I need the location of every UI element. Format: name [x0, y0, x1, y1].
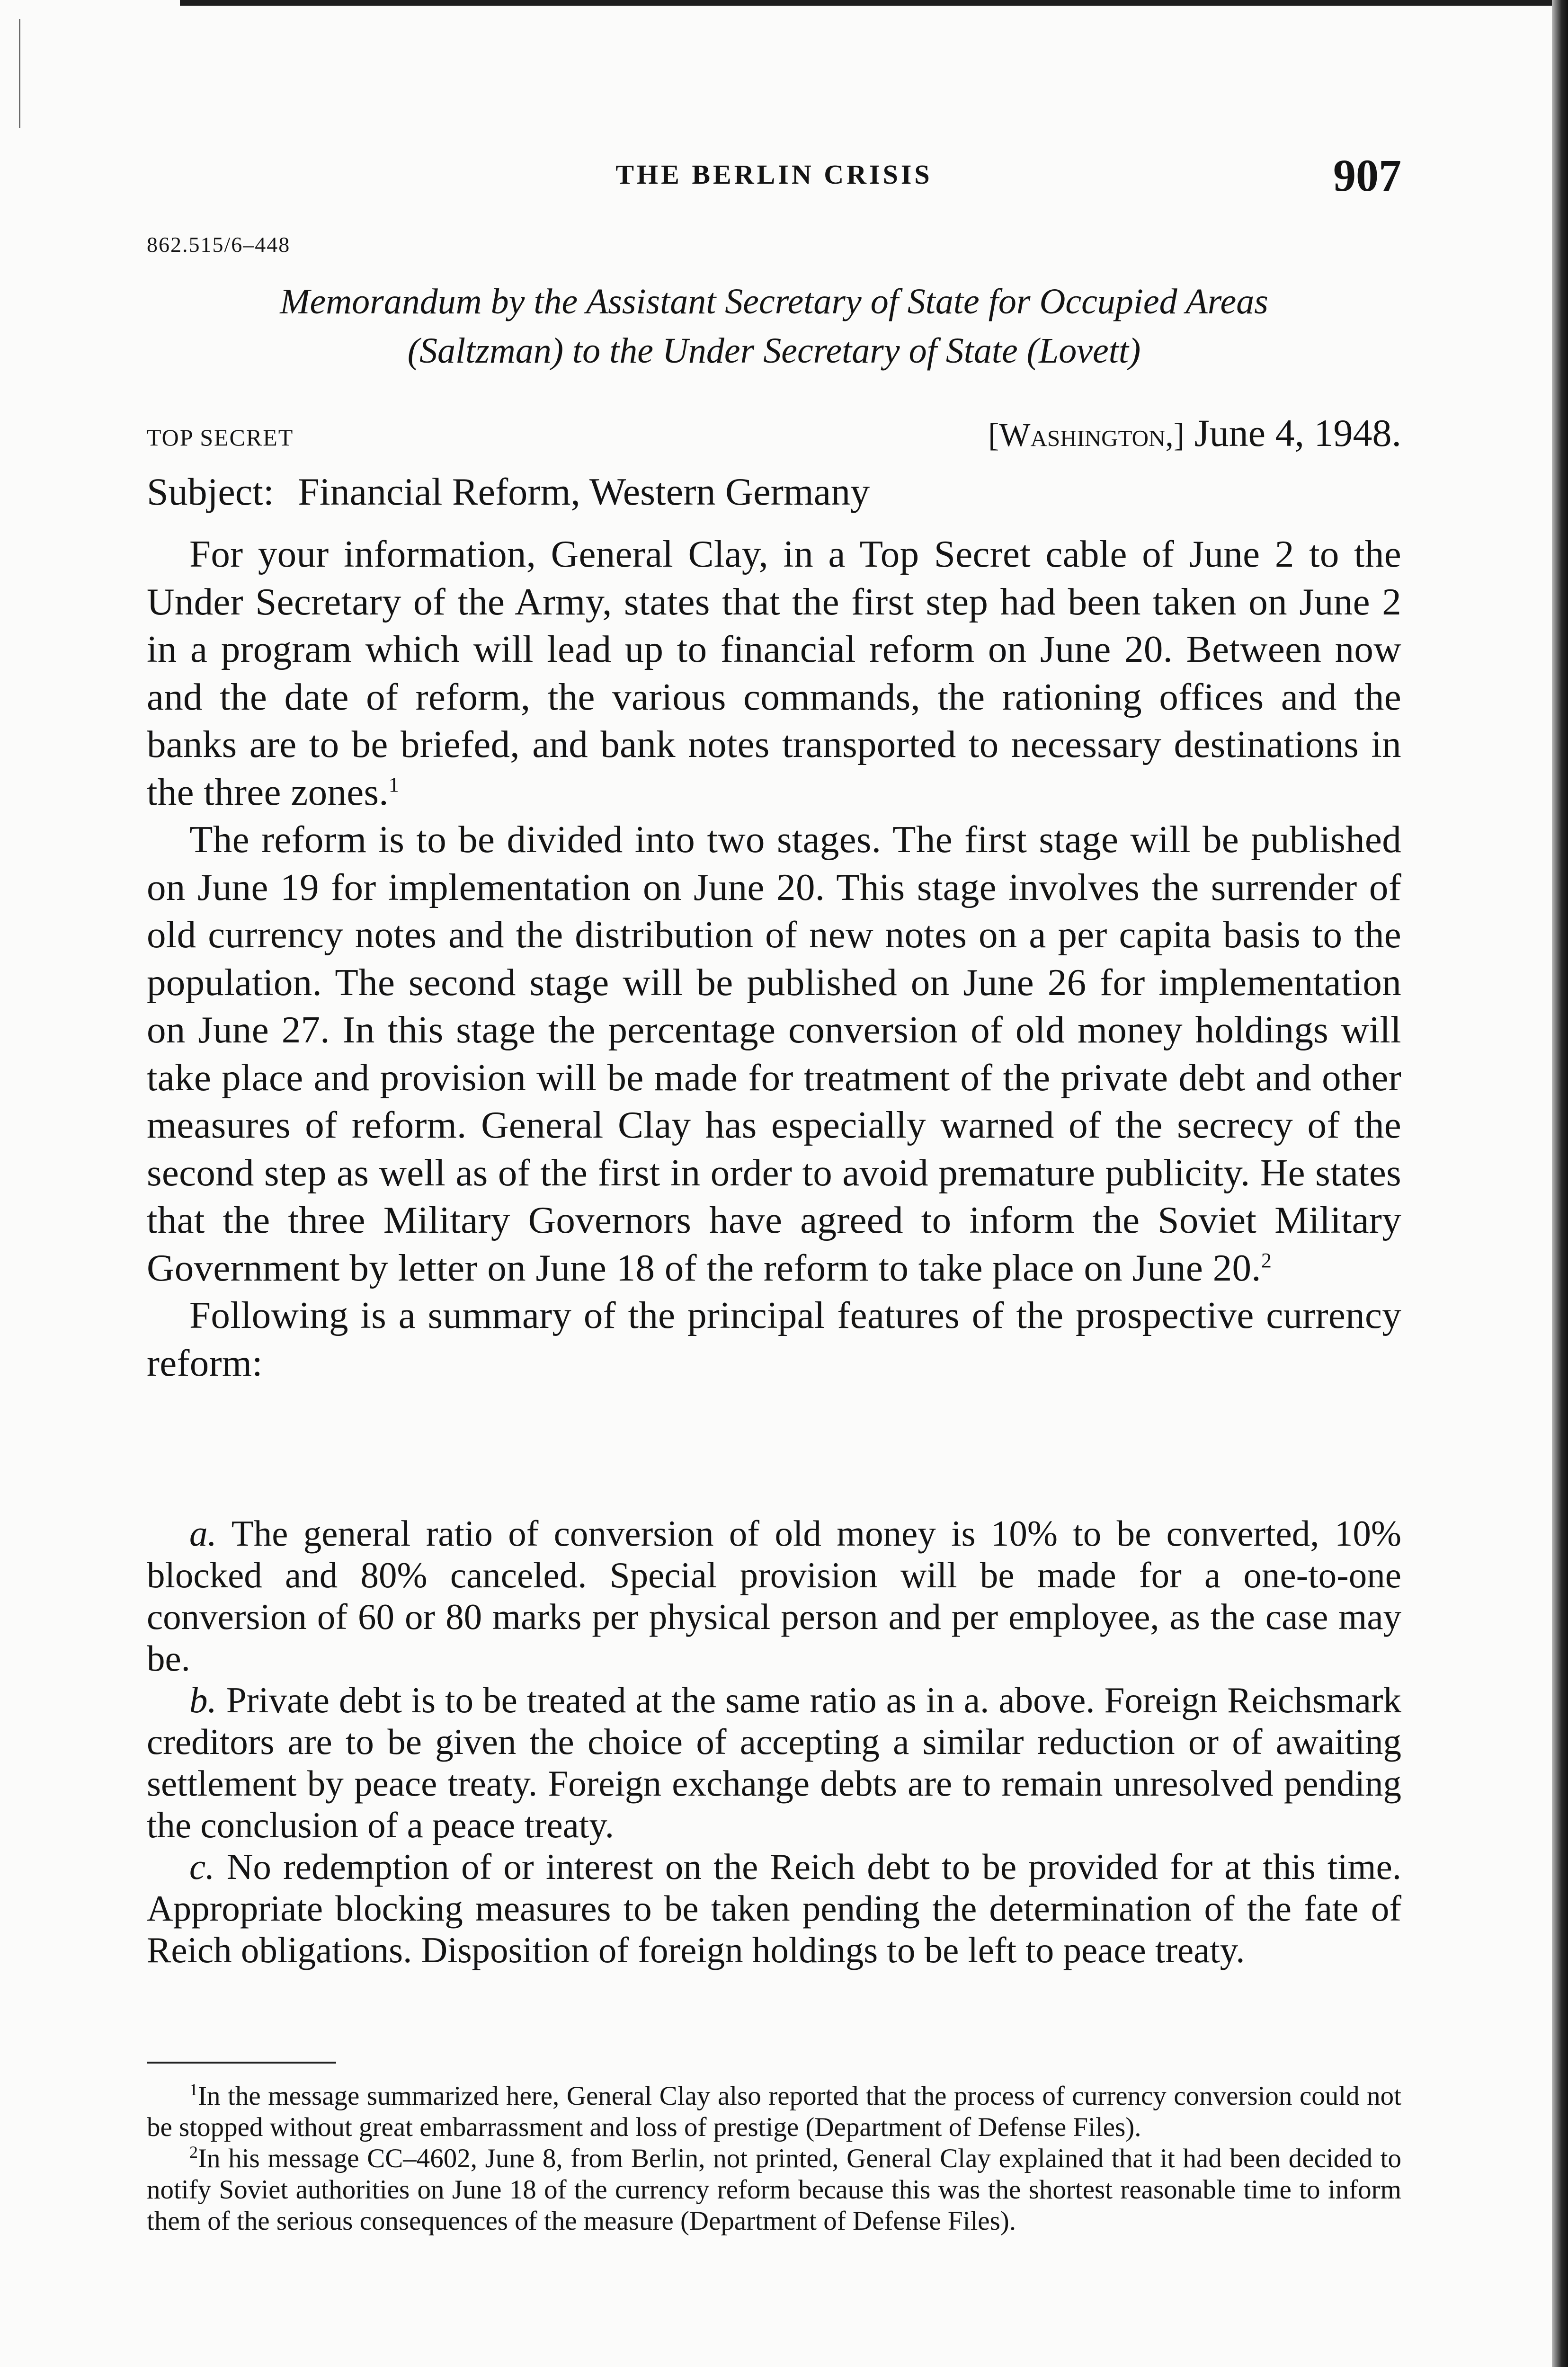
list-item — [147, 1846, 1401, 1971]
list-item-text: No redemption of or interest on the Reich debt to be provided for at this time. Appropriate blocking measures to be taken pending the determination of the fate of Reich obligations. Disposition of foreign holdings to be left to peace treaty. — [147, 1846, 1402, 1970]
subject-label: Subject: — [147, 470, 274, 513]
footnote — [147, 2143, 1401, 2237]
body-paragraph-2-text: The reform is to be divided into two stages. The first stage will be published on June 19 for implementation on June 20. This stage involves the surrender of old currency notes and the distribution of new notes on a per capita basis to the population. The second stage will be published on June 26 for implementation on June 27. In this stage the percentage conversion of old money holdings will take place and provision will be made for treatment of the private debt and other measures of reform. General Clay has especially warned of the secrecy of the second step as well as of the first in order to avoid premature publicity. He states that the three Military Governors have agreed to inform the Soviet Military Government by letter on June 18 of the reform to take place on June 20. — [147, 818, 1401, 1289]
footnote-mark: 1 — [189, 2080, 198, 2099]
footnote-ref-1: 1 — [388, 773, 400, 796]
page-number: 907 — [1333, 150, 1401, 201]
file-number: 862.515/6–448 — [147, 232, 291, 257]
dateline-date: June 4, 1948. — [1194, 411, 1401, 454]
footnotes — [147, 2081, 1401, 2237]
memo-body — [147, 530, 1401, 1387]
footnote-divider — [147, 2062, 336, 2064]
subject-text: Financial Reform, Western Germany — [298, 470, 870, 513]
memo-title-line-2: (Saltzman) to the Under Secretary of State (Lovett) — [407, 331, 1141, 371]
reform-features-list — [147, 1513, 1401, 1971]
memo-title — [147, 277, 1401, 375]
footnote-text: In the message summarized here, General Clay also reported that the process of currency conversion could not be stopped without great embarrassment and loss of prestige (Department of Defense Files). — [147, 2081, 1401, 2142]
dateline — [988, 411, 1401, 455]
footnote-ref-2: 2 — [1261, 1248, 1272, 1272]
body-paragraph-3: Following is a summary of the principal features of the prospective currency reform: — [147, 1294, 1401, 1384]
scan-edge-right — [1552, 0, 1568, 2367]
list-item-letter: b. — [189, 1680, 217, 1720]
subject-line — [147, 470, 870, 514]
list-item-letter: c. — [189, 1846, 215, 1887]
memo-title-line-1: Memorandum by the Assistant Secretary of State for Occupied Areas — [280, 282, 1268, 321]
scan-mark-left — [19, 19, 20, 128]
running-title: THE BERLIN CRISIS — [615, 159, 933, 190]
list-item-letter: a. — [189, 1513, 217, 1554]
body-paragraph-1-text: For your information, General Clay, in a Top Secret cable of June 2 to the Under Secretary of the Army, states that the first step had been taken on June 2 in a program which will lead up to financial reform on June 20. Between now and the date of reform, the various commands, the rationing offices and the banks are to be briefed, and bank notes transported to necessary destinations in the three zones. — [147, 533, 1401, 813]
footnote-mark: 2 — [189, 2143, 198, 2162]
footnote-text: In his message CC–4602, June 8, from Berlin, not printed, General Clay explained that it had been decided to notify Soviet authorities on June 18 of the currency reform because this was the shortest reasonable time to inform them of the serious consequences of the measure (Department of Defense Files). — [147, 2144, 1401, 2236]
list-item — [147, 1679, 1401, 1846]
list-item-text: The general ratio of conversion of old money is 10% to be converted, 10% blocked and 80% canceled. Special provision will be made for a one-to-one conversion of 60 or 80 marks per physical person and per employee, as the case may be. — [147, 1513, 1401, 1679]
running-head — [147, 149, 1401, 201]
body-paragraph-2 — [147, 816, 1401, 1291]
classification-marking: TOP SECRET — [147, 424, 294, 451]
list-item — [147, 1513, 1401, 1679]
body-paragraph-1 — [147, 530, 1401, 816]
scan-edge-top — [180, 0, 1568, 6]
list-item-text: Private debt is to be treated at the same ratio as in a. above. Foreign Reichsmark creditors are to be given the choice of accepting a similar reduction or of awaiting settlement by peace treaty. Foreign exchange debts are to remain unresolved pending the conclusion of a peace treaty. — [147, 1680, 1402, 1845]
footnote — [147, 2081, 1401, 2143]
dateline-place: [Washington,] — [988, 417, 1185, 454]
